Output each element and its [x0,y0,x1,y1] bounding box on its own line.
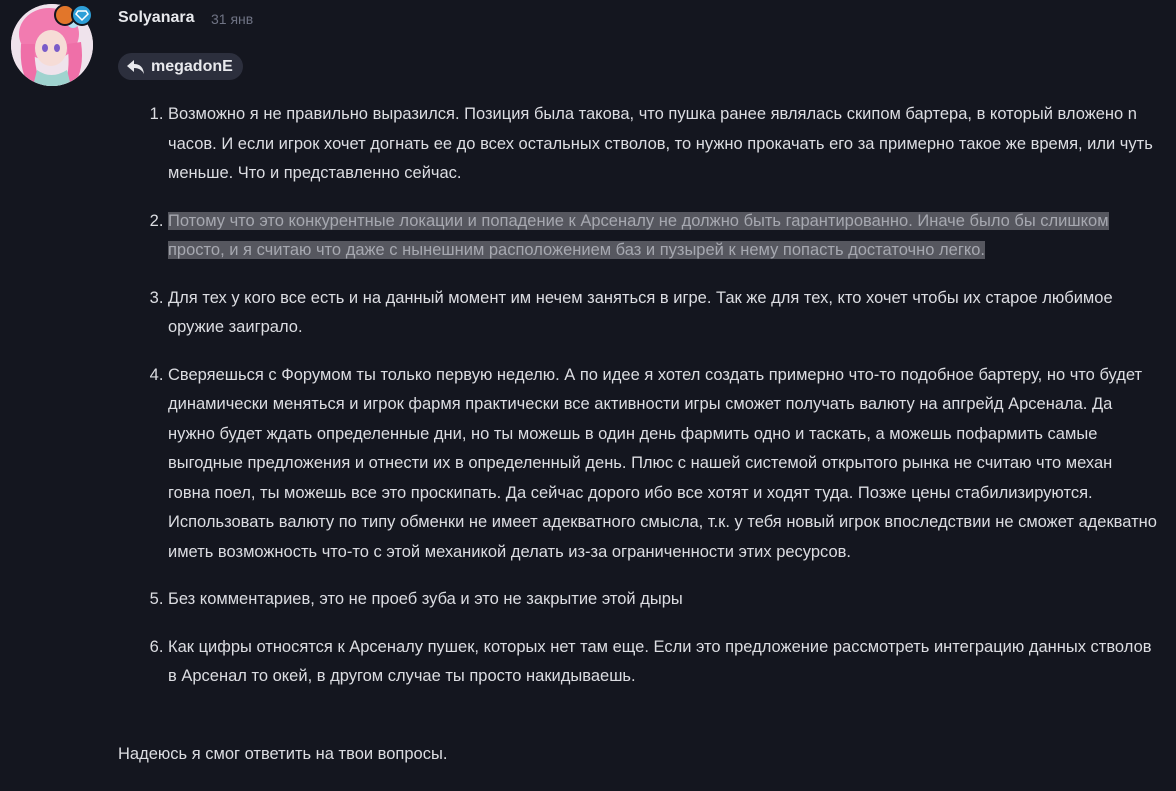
avatar-container[interactable] [11,4,93,86]
list-item: 3. Для тех у кого все есть и на данный момент им нечем заняться в игре. Так же для тех, кто хочет чтобы их старое любимое оружие заиграло. [168,284,1158,343]
post-date[interactable]: 31 янв [211,11,254,27]
selected-text: Потому что это конкурентные локации и попадение к Арсеналу не должно быть гарантированно. Иначе было бы слишком просто, и я считаю что даже с нынешним расположением баз и пузырей к нему попасть достаточно легко. [168,211,1109,259]
post-body [118,100,1158,763]
list-item: 4. Сверяешься с Форумом ты только первую неделю. А по идее я хотел создать примерно что-то подобное бартеру, но что будет динамически меняться и игрок фармя практически все активности игры сможет получать валюту на апгрейд Арсенала. Да нужно будет ждать определенные дни, но ты можешь в один день фармить одно и таскать, а можешь пофармить самые выгодные предложения и отнести их в определенный день. Плюс с нашей системой открытого рынка не считаю что механ говна поел, ты можешь все это проскипать. Да сейчас дорого ибо все хотят и ходят туда. Позже цены стабилизируются. Использовать валюту по типу обменки не имеет адекватного смысла, т.к. у тебя новый игрок впоследствии не сможет адекватно иметь возможность что-то с этой механикой делать из-за ограниченности этих ресурсов. [168,361,1158,568]
post-author[interactable]: Solyanara [118,9,195,26]
reply-arrow-icon [126,59,146,75]
list-item [168,207,1158,266]
diamond-badge-icon[interactable] [71,4,93,26]
answer-list [118,100,1158,692]
diamond-icon [73,6,91,24]
reply-to-username: megadonE [151,57,233,75]
list-item: 1. Возможно я не правильно выразился. Позиция была такова, что пушка ранее являлась скипом бартера, в который вложено n часов. И если игрок хочет догнать ее до всех остальных стволов, то нужно прокачать его за примерно такое же время, или чуть меньше. Что и представленно сейчас. [168,100,1158,189]
list-item: 5. Без комментариев, это не проеб зуба и это не закрытие этой дыры [168,585,1158,615]
list-item: 6. Как цифры относятся к Арсеналу пушек, которых нет там еще. Если это предложение рассмотреть интеграцию данных стволов в Арсенал то окей, в другом случае ты просто накидываешь. [168,633,1158,692]
closing-text: Надеюсь я смог ответить на твои вопросы. [118,745,448,763]
reply-to-button[interactable] [118,53,243,80]
